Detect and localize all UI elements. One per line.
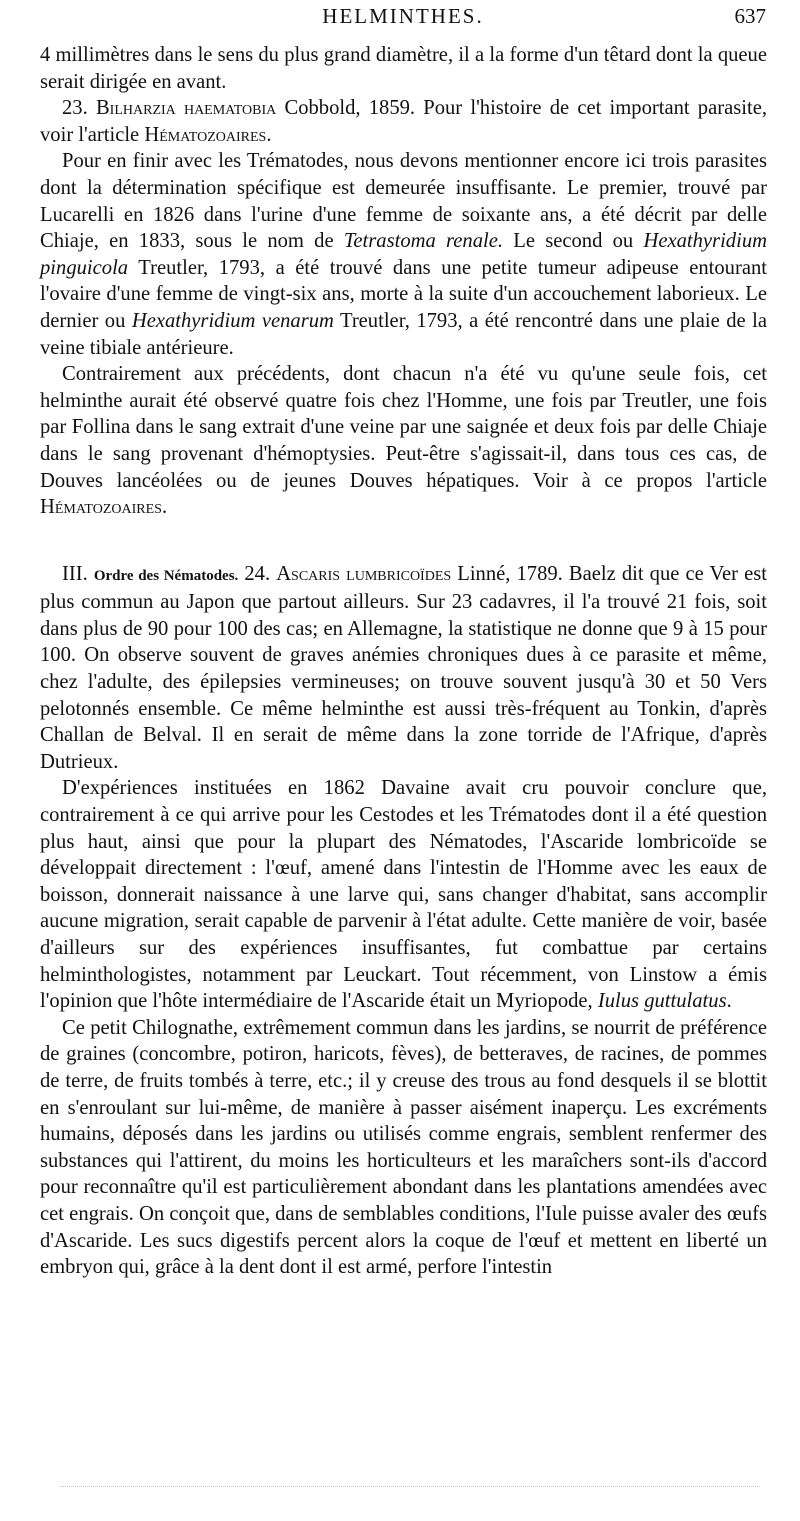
paragraph-4: Contrairement aux précédents, dont chacun n'a été vu qu'une seule fois, cet helminthe aurait été observé quatre fois chez l'Homme, une fois par Treutler, une fois par Follina dans le sang extrait d'une veine par une saignée et deux fois par delle Chiaje dans le sang provenant d'hémoptysies. Peut-être s'agissait-il, dans tous ces cas, de Douves lancéolées ou de jeunes Douves hépatiques. Voir à ce propos l'article Hématozoaires. bbox=[40, 363, 767, 519]
paragraph-7: Ce petit Chilognathe, extrêmement commun dans les jardins, se nourrit de préférence de graines (concombre, potiron, haricots, fèves), de betteraves, de racines, de pommes de terre, de fruits tombés à terre, etc.; il y creuse des trous au fond desquels il se blottit en s'enroulant sur lui-même, de manière à passer aisément inaperçu. Les excréments humains, déposés dans les jardins ou utilisés comme engrais, semblent renfermer des substances qui l'attirent, du moins les horticulteurs et les maraîchers sont-ils d'accord pour reconnaître qu'il est particulièrement abondant dans les plantations amendées avec cet engrais. On conçoit que, dans de semblables conditions, l'Iule puisse avaler des œufs d'Ascaride. Les sucs digestifs percent alors la coque de l'œuf et mettent en liberté un embryon qui, grâce à la dent dont il est armé, perfore l'intestin bbox=[40, 1016, 767, 1279]
species-name-italic: Hexathyridium venarum bbox=[131, 309, 334, 332]
species-name: Bilharzia haematobia bbox=[95, 97, 277, 120]
entry-number: 24. bbox=[244, 562, 271, 585]
species-name-italic: Tetrastoma renale. bbox=[343, 230, 504, 253]
species-name-italic: Iulus guttulatus bbox=[597, 990, 727, 1013]
paragraph-2-text: Cobbold, 1859. Pour l'histoire de cet important parasite, voir l'article bbox=[40, 97, 767, 146]
species-name-italic: Hexathyridium pinguicola bbox=[40, 230, 767, 279]
article-reference: Hématozoaires bbox=[144, 123, 267, 146]
page-number: 637 bbox=[734, 4, 766, 28]
section-gap bbox=[40, 521, 767, 561]
article-reference: Hématozoaires bbox=[40, 496, 162, 519]
paragraph-5: III. Ordre des Nématodes. 24. Ascaris lumbricoïdes Linné, 1789. Baelz dit que ce Ver est plus commun au Japon que partout ailleurs. Sur 23 cadavres, il l'a trouvé 21 fois, soit dans plus de 90 pour 100 des cas; en Allemagne, la statistique ne donne que 9 à 15 pour 100. On observe souvent de graves anémies chroniques dues à ce parasite et même, chez l'adulte, des épilepsies vermineuses; on trouve souvent jusqu'à 30 et 50 Vers pelotonnés ensemble. Ce même helminthe est aussi très-fréquent au Tonkin, d'après Challan de Belval. Il en serait de même dans la zone torride de l'Afrique, d'après Dutrieux. bbox=[40, 562, 767, 773]
paragraph-2: 23. Bilharzia haematobia Cobbold, 1859. Pour l'histoire de cet important parasite, voir l'article Hématozoaires. bbox=[40, 97, 767, 146]
section-roman-numeral: III. bbox=[62, 562, 88, 585]
running-title: HELMINTHES. bbox=[322, 4, 484, 28]
body-text bbox=[40, 42, 767, 1281]
paragraph-1 bbox=[40, 42, 767, 95]
footer-dotted-rule bbox=[60, 1486, 760, 1487]
species-name: Ascaris lumbricoïdes bbox=[276, 562, 452, 585]
paragraph-6: D'expériences instituées en 1862 Davaine avait cru pouvoir conclure que, contrairement à ce qui arrive pour les Cestodes et les Trématodes dont il a été question plus haut, ainsi que pour la plupart des Nématodes, l'Ascaride lombricoïde se développait directement : l'œuf, amené dans l'intestin de l'Homme avec les eaux de boisson, donnerait naissance à une larve qui, sans changer d'habitat, sans accomplir aucune migration, serait capable de parvenir à l'état adulte. Cette manière de voir, basée d'ailleurs sur des expériences insuffisantes, fut combattue par certains helminthologistes, notamment par Leuckart. Tout récemment, von Linstow a émis l'opinion que l'hôte intermédiaire de l'Ascaride était un Myriopode, Iulus guttulatus. bbox=[40, 777, 767, 1013]
section-heading: Ordre des Nématodes. bbox=[93, 567, 239, 584]
paragraph-1-text: 4 millimètres dans le sens du plus grand diamètre, il a la forme d'un têtard dont la queue serait dirigée en avant. bbox=[40, 44, 767, 93]
entry-number: 23. bbox=[62, 97, 88, 120]
paragraph-3: Pour en finir avec les Trématodes, nous devons mentionner encore ici trois parasites dont la détermination spécifique est demeurée insuffisante. Le premier, trouvé par Lucarelli en 1826 dans l'urine d'une femme de soixante ans, a été décrit par delle Chiaje, en 1833, sous le nom de Tetrastoma renale. Le second ou Hexathyridium pinguicola Treutler, 1793, a été trouvé dans une petite tumeur adipeuse entourant l'ovaire d'une femme de vingt-six ans, morte à la suite d'un accouchement laborieux. Le dernier ou Hexathyridium venarum Treutler, 1793, a été rencontré dans une plaie de la veine tibiale antérieure. bbox=[40, 150, 767, 359]
page-header bbox=[40, 4, 766, 38]
